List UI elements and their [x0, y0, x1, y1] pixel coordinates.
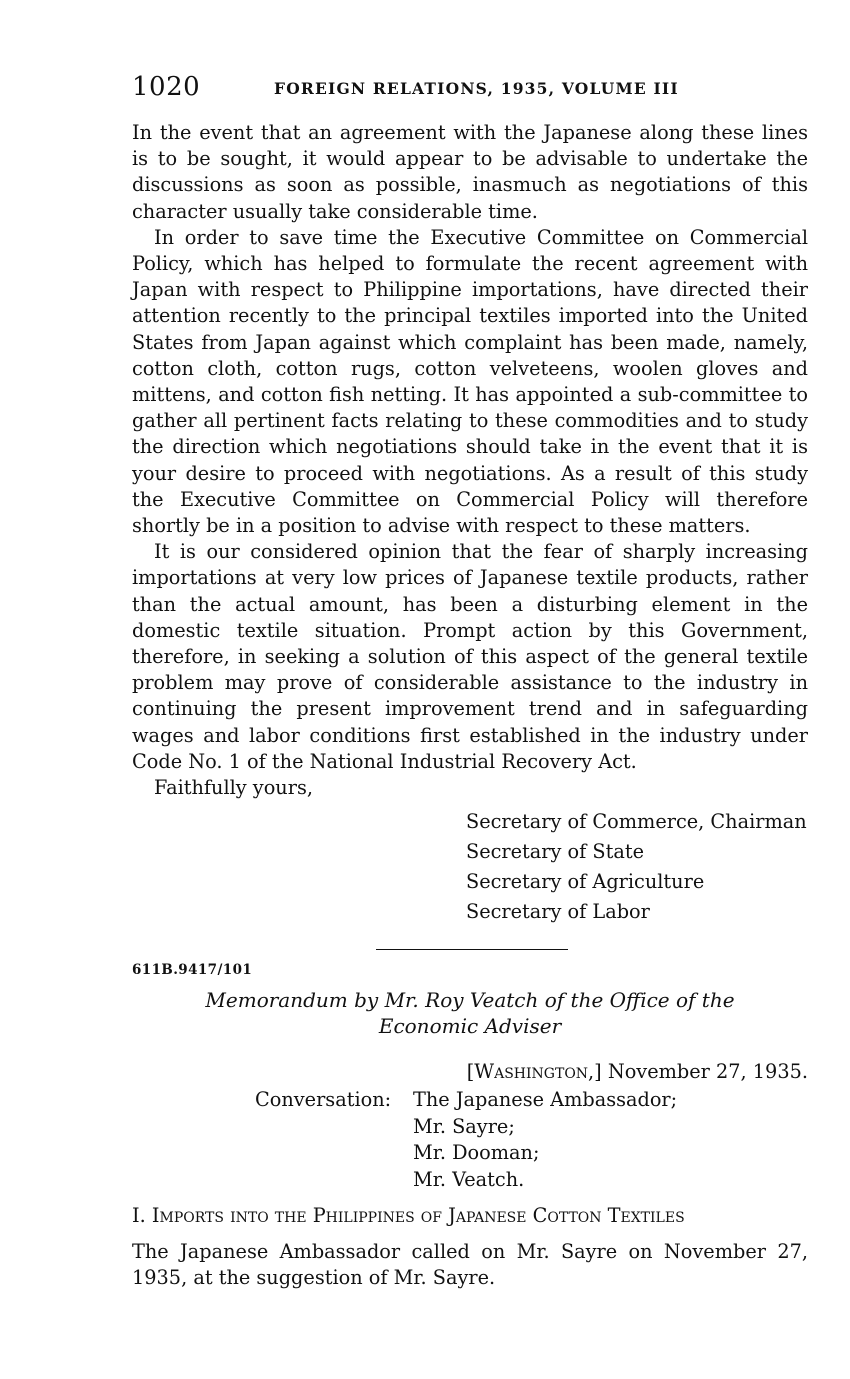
- running-title: FOREIGN RELATIONS, 1935, VOLUME III: [274, 79, 679, 98]
- participant-list: [413, 1087, 677, 1193]
- document-page: [132, 70, 808, 1292]
- signatory: Secretary of State: [466, 840, 645, 864]
- paragraph-executive-committee: In order to save time the Executive Committee on Commercial Policy, which has helped to formulate the recent agreement with Japan with respect to Philippine importations, have directed their attention recently to the principal textiles imported into the United States from Japan against which complaint has been made, namely, cotton cloth, cotton rugs, cotton velveteens, woolen gloves and mittens, and cotton fish netting. It has appointed a sub-committee to gather all pertinent facts relating to these commodities and to study the direction which negotiations should take in the event that it is your desire to proceed with negotiations. As a result of this study the Executive Committee on Commercial Policy will therefore shortly be in a position to advise with respect to these matters.: [132, 225, 808, 538]
- file-number: 611B.9417/101: [132, 962, 253, 979]
- dateline-place: [Washington,]: [466, 1060, 602, 1084]
- memo-title-line: Memorandum by Mr. Roy Veatch of the Office of the: [205, 988, 735, 1013]
- conversation-block: [132, 1087, 808, 1195]
- participant: The Japanese Ambassador;: [413, 1088, 678, 1112]
- participant: Mr. Dooman;: [413, 1141, 540, 1165]
- conversation-label: Conversation:: [255, 1088, 392, 1112]
- page-number: 1020: [132, 72, 201, 102]
- running-head: [132, 70, 808, 110]
- participant: Mr. Sayre;: [413, 1114, 515, 1138]
- paragraph-ambassador-call: The Japanese Ambassador called on Mr. Sayre on November 27, 1935, at the suggestion of Mr. Sayre.: [132, 1240, 808, 1290]
- section-divider: [376, 949, 568, 950]
- signatory: Secretary of Labor: [466, 900, 650, 924]
- paragraph-considered-opinion: It is our considered opinion that the fear of sharply increasing importations at very low prices of Japanese textile products, rather than the actual amount, has been a disturbing element in the domestic textile situation. Prompt action by this Government, therefore, in seeking a solution of this aspect of the general textile problem may prove of considerable assistance to the industry in continuing the present improvement trend and in safeguarding wages and labor conditions first established in the industry under Code No. 1 of the National Industrial Recovery Act.: [132, 540, 808, 773]
- memo-title-line: Economic Adviser: [378, 1014, 562, 1039]
- signatory: Secretary of Agriculture: [466, 870, 705, 894]
- memo-title: [132, 987, 808, 1039]
- signature-block: [466, 807, 808, 927]
- paragraph-agreement-timing: In the event that an agreement with the Japanese along these lines is to be sought, it would appear to be advisable to undertake the discussions as soon as possible, inasmuch as negotiations of this character usually take considerable time.: [132, 121, 808, 223]
- signatory: Secretary of Commerce, Chairman: [466, 810, 807, 834]
- dateline: [132, 1059, 808, 1085]
- participant: Mr. Veatch.: [413, 1167, 525, 1191]
- dateline-date: November 27, 1935.: [601, 1060, 808, 1084]
- section-heading: I. Imports into the Philippines of Japanese Cotton Textiles: [132, 1204, 685, 1228]
- closing-salutation: Faithfully yours,: [154, 776, 313, 800]
